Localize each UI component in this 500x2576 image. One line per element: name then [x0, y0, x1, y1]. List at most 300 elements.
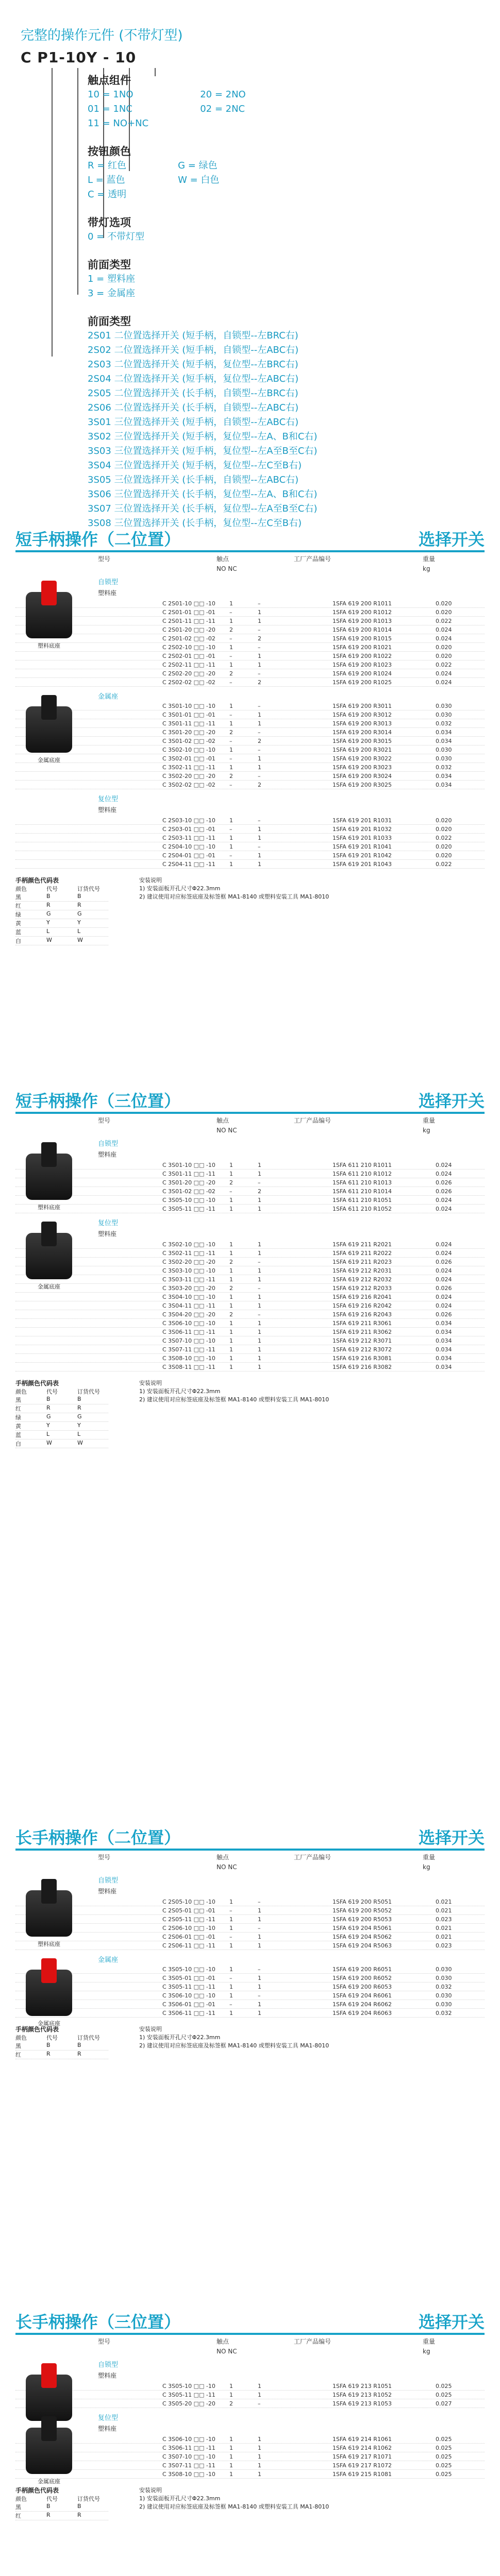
no-count: –: [229, 635, 232, 642]
color-cell: 黄: [15, 1423, 21, 1430]
factory-code: 1SFA 611 210 R1013: [332, 1179, 392, 1186]
factory-code: 1SFA 619 211 R3061: [332, 1319, 392, 1327]
no-count: 1: [229, 1354, 233, 1362]
order-code: C 3S01-10 □□ -10: [162, 702, 215, 709]
section-category: 选择开关: [418, 1091, 485, 1111]
order-code: C 3S08-11 □□ -11: [162, 1363, 215, 1370]
nc-count: 1: [258, 720, 261, 727]
col-blank: [294, 565, 423, 572]
nc-count: 1: [258, 652, 261, 659]
table-row: [15, 1354, 485, 1363]
color-col-head: 颜色: [15, 886, 27, 892]
table-row: [15, 1301, 485, 1310]
col-blank: [15, 565, 216, 572]
group-label: 金属座: [98, 693, 119, 701]
column-subheader: [15, 1861, 485, 1871]
nc-count: –: [258, 2400, 261, 2407]
nc-count: 2: [258, 679, 261, 686]
order-code: C 3S05-11 □□ -11: [162, 1983, 215, 1990]
factory-code: 1SFA 619 200 R3015: [332, 737, 392, 744]
color-table-head: [15, 2033, 108, 2042]
color-cell: Y: [77, 1422, 81, 1429]
weight: 0.034: [436, 1363, 452, 1370]
order-code: C 2S03-01 □□ -01: [162, 825, 215, 833]
order-code: C 3S08-10 □□ -10: [162, 2470, 215, 2478]
no-count: 2: [229, 2400, 233, 2407]
order-code: C 3S01-11 □□ -11: [162, 1170, 215, 1177]
no-count: 1: [229, 2009, 233, 2016]
notes-title: 安装说明: [139, 2026, 162, 2032]
color-cell: B: [77, 893, 81, 900]
color-cell: 蓝: [15, 1432, 21, 1438]
section-header: [15, 2308, 485, 2335]
note-line: 1) 安装面板开孔尺寸Φ22.3mm: [139, 2495, 221, 2502]
col-code: 型号: [98, 2338, 111, 2345]
factory-code: 1SFA 619 200 R3013: [332, 720, 392, 727]
nc-count: 1: [258, 1933, 261, 1940]
nc-count: 1: [258, 1942, 261, 1949]
factory-code: 1SFA 619 200 R1021: [332, 643, 392, 651]
factory-code: 1SFA 619 213 R1051: [332, 2382, 392, 2389]
weight: 0.034: [436, 737, 452, 744]
order-code: C 3S06-01 □□ -01: [162, 2001, 215, 2008]
group-label: 自锁型: [98, 579, 119, 586]
color-col-head: 代号: [46, 1388, 58, 1395]
table-row: [15, 702, 485, 710]
section-title: 短手柄操作（二位置）: [15, 530, 181, 549]
weight: 0.021: [436, 1933, 452, 1940]
no-count: 1: [229, 843, 233, 850]
color-row: [15, 937, 108, 945]
factory-code: 1SFA 619 215 R1081: [332, 2470, 392, 2478]
no-count: 1: [229, 2435, 233, 2443]
weight: 0.032: [436, 720, 452, 727]
weight: 0.032: [436, 2009, 452, 2016]
knob-handle: [41, 695, 57, 720]
col-blank: [294, 2348, 423, 2355]
color-cell: L: [46, 928, 50, 935]
no-count: 1: [229, 702, 233, 709]
color-cell: B: [77, 2503, 81, 2510]
no-count: 1: [229, 1346, 233, 1353]
color-option: C = 透明: [88, 189, 127, 200]
order-code: C 2S02-02 □□ -02: [162, 679, 215, 686]
table-row: [15, 669, 485, 678]
color-table-title: 手柄颜色代码表: [15, 2026, 59, 2033]
product-section: [15, 1087, 485, 1448]
group-label: 自锁型: [98, 1140, 119, 1148]
weight: 0.030: [436, 711, 452, 718]
factory-code: 1SFA 619 204 R6061: [332, 1992, 392, 1999]
order-code: C 3S01-02 □□ -02: [162, 1188, 215, 1195]
nc-count: –: [258, 728, 261, 736]
order-code: C 3S02-11 □□ -11: [162, 1249, 215, 1257]
table-row: [15, 1991, 485, 2000]
color-cell: 红: [15, 2052, 21, 2058]
nc-count: 1: [258, 755, 261, 762]
color-row: [15, 910, 108, 919]
col-weight: 重量: [423, 2338, 436, 2345]
factory-code: 1SFA 619 217 R1071: [332, 2453, 392, 2460]
factory-code: 1SFA 619 216 R3082: [332, 1363, 392, 1370]
product-group: [15, 1954, 485, 2027]
note-line: 1) 安装面板开孔尺寸Φ22.3mm: [139, 1388, 221, 1395]
section-header: [15, 526, 485, 552]
table-row: [15, 1924, 485, 1933]
factory-code: 1SFA 619 213 R1052: [332, 2391, 392, 2398]
group-label: 自锁型: [98, 1877, 119, 1885]
factory-code: 1SFA 619 211 R2021: [332, 1241, 392, 1248]
table-row: [15, 719, 485, 728]
col-blank: [294, 1127, 423, 1134]
product-group: [15, 2412, 485, 2485]
product-group: [15, 1217, 485, 1371]
color-cell: W: [46, 937, 52, 943]
nc-count: 1: [258, 2453, 261, 2460]
product-image: [15, 2428, 82, 2485]
weight: 0.025: [436, 2444, 452, 2451]
color-cell: W: [46, 1439, 52, 1446]
group-sublabel: 塑料座: [98, 806, 117, 814]
weight: 0.024: [436, 1241, 452, 1248]
nc-count: 2: [258, 1188, 261, 1195]
no-count: 1: [229, 860, 233, 868]
group-label: 复位型: [98, 1219, 119, 1227]
order-code: C 2S06-11 □□ -11: [162, 1942, 215, 1949]
weight: 0.021: [436, 1924, 452, 1931]
factory-code: 1SFA 619 200 R1015: [332, 635, 392, 642]
image-caption: 金属底座: [38, 1283, 60, 1290]
tree-color-label: 按钮颜色: [88, 145, 131, 158]
panel-option: 1 = 塑料座: [88, 274, 135, 284]
pusher-option: 2S02 二位置选择开关 (短手柄，自锁型--左ABC右): [88, 345, 299, 355]
order-code: C 2S04-01 □□ -01: [162, 852, 215, 859]
weight: 0.020: [436, 600, 452, 607]
nc-count: –: [258, 1258, 261, 1265]
no-count: 1: [229, 746, 233, 753]
table-row: [15, 599, 485, 608]
table-row: [15, 1275, 485, 1284]
order-code: C 3S02-02 □□ -02: [162, 781, 215, 788]
weight: 0.020: [436, 608, 452, 616]
note-line: 2) 建议使用对应标签底座及标签框 MA1-8140 或塑料安装工具 MA1-8010: [139, 893, 329, 900]
weight: 0.024: [436, 1276, 452, 1283]
no-count: 1: [229, 1170, 233, 1177]
code-tree: [88, 72, 366, 543]
table-row: [15, 1161, 485, 1170]
col-no-nc: NO NC: [216, 565, 237, 572]
factory-code: 1SFA 611 210 R1011: [332, 1161, 392, 1168]
selector-knob-icon: [26, 1233, 72, 1279]
color-cell: 白: [15, 938, 21, 944]
order-code: C 3S06-10 □□ -10: [162, 1319, 215, 1327]
no-count: –: [229, 1188, 232, 1195]
no-count: 1: [229, 1942, 233, 1949]
table-row: [15, 1170, 485, 1178]
order-code: C 2S04-11 □□ -11: [162, 860, 215, 868]
col-contacts: 触点: [216, 1117, 229, 1124]
order-code: C 3S08-10 □□ -10: [162, 1354, 215, 1362]
nc-count: –: [258, 702, 261, 709]
order-code: C 2S06-10 □□ -10: [162, 1924, 215, 1931]
product-group: [15, 1138, 485, 1213]
weight: 0.025: [436, 2391, 452, 2398]
weight: 0.025: [436, 2453, 452, 2460]
nc-count: –: [258, 600, 261, 607]
no-count: 2: [229, 1284, 233, 1292]
factory-code: 1SFA 619 200 R1024: [332, 670, 392, 677]
factory-code: 1SFA 619 200 R3012: [332, 711, 392, 718]
note-line: 1) 安装面板开孔尺寸Φ22.3mm: [139, 885, 221, 892]
table-row: [15, 1293, 485, 1301]
factory-code: 1SFA 619 212 R3071: [332, 1337, 392, 1344]
order-code: C 2S01-20 □□ -20: [162, 626, 215, 633]
color-cell: Y: [46, 919, 50, 926]
factory-code: 1SFA 619 201 R1033: [332, 834, 392, 841]
weight: 0.034: [436, 1328, 452, 1335]
table-row: [15, 728, 485, 737]
factory-code: 1SFA 619 201 R1041: [332, 843, 392, 850]
table-row: [15, 1336, 485, 1345]
color-cell: Y: [46, 1422, 50, 1429]
image-caption: 塑料底座: [38, 1204, 60, 1211]
tree-contact-label: 触点组件: [88, 74, 131, 87]
order-code: C 2S05-01 □□ -01: [162, 1907, 215, 1914]
table-row: [15, 772, 485, 781]
color-cell: 白: [15, 1440, 21, 1447]
weight: 0.025: [436, 2462, 452, 2469]
weight: 0.024: [436, 1205, 452, 1212]
order-code: C 3S02-10 □□ -10: [162, 746, 215, 753]
color-cell: W: [77, 1439, 83, 1446]
color-cell: B: [46, 1396, 51, 1402]
nc-count: 1: [258, 1276, 261, 1283]
nc-count: 1: [258, 834, 261, 841]
no-count: –: [229, 2001, 232, 2008]
color-cell: 黄: [15, 920, 21, 927]
color-table-title: 手柄颜色代码表: [15, 1380, 59, 1387]
tree-contact: [88, 72, 366, 131]
nc-count: 1: [258, 1293, 261, 1300]
color-row: [15, 2042, 108, 2050]
group-sublabel: 塑料座: [98, 1230, 117, 1238]
weight: 0.025: [436, 2470, 452, 2478]
factory-code: 1SFA 619 211 R3062: [332, 1328, 392, 1335]
section-header: [15, 1824, 485, 1851]
col-weight: 重量: [423, 555, 436, 563]
color-cell: 红: [15, 903, 21, 909]
table-row: [15, 625, 485, 634]
weight: 0.020: [436, 643, 452, 651]
nc-count: 1: [258, 1363, 261, 1370]
color-table-title: 手柄颜色代码表: [15, 877, 59, 884]
table-row: [15, 1196, 485, 1205]
no-count: 1: [229, 2462, 233, 2469]
factory-code: 1SFA 619 200 R1013: [332, 617, 392, 624]
weight: 0.034: [436, 1346, 452, 1353]
column-subheader: [15, 1125, 485, 1134]
factory-code: 1SFA 619 200 R1023: [332, 661, 392, 668]
pusher-option: 2S05 二位置选择开关 (长手柄，自锁型--左BRC右): [88, 388, 298, 399]
weight: 0.030: [436, 2001, 452, 2008]
color-cell: R: [77, 2050, 81, 2057]
ordering-code: C P1-10Y - 10: [21, 49, 137, 66]
column-header: [15, 1114, 485, 1125]
knob-handle: [41, 2363, 57, 2388]
col-ref: 工厂产品编号: [294, 2338, 331, 2345]
product-group: [15, 793, 485, 869]
factory-code: 1SFA 619 214 R1062: [332, 2444, 392, 2451]
color-cell: L: [46, 1431, 50, 1437]
install-notes: [139, 2025, 329, 2059]
order-code: C 3S05-10 □□ -10: [162, 1196, 215, 1204]
nc-count: –: [258, 1965, 261, 1973]
section-title: 长手柄操作（三位置）: [15, 2312, 181, 2332]
order-code: C 3S01-11 □□ -11: [162, 720, 215, 727]
color-cell: 红: [15, 2513, 21, 2519]
color-col-head: 代号: [46, 2035, 58, 2041]
factory-code: 1SFA 619 200 R3022: [332, 755, 392, 762]
col-no-nc: NO NC: [216, 2348, 237, 2355]
factory-code: 1SFA 619 201 R1042: [332, 852, 392, 859]
col-contacts: 触点: [216, 1854, 229, 1861]
factory-code: 1SFA 619 211 R2023: [332, 1258, 392, 1265]
col-unit: kg: [423, 2348, 430, 2355]
nc-count: 1: [258, 1319, 261, 1327]
order-code: C 2S02-20 □□ -20: [162, 670, 215, 677]
color-col-head: 颜色: [15, 1388, 27, 1395]
table-row: [15, 1363, 485, 1371]
tree-connector: [77, 68, 78, 295]
no-count: 2: [229, 1258, 233, 1265]
weight: 0.027: [436, 2400, 452, 2407]
color-row: [15, 2512, 108, 2520]
nc-count: 1: [258, 1346, 261, 1353]
no-count: 1: [229, 1924, 233, 1931]
color-cell: R: [46, 902, 51, 908]
nc-count: –: [258, 843, 261, 850]
install-notes: [139, 2486, 329, 2520]
color-cell: R: [77, 902, 81, 908]
weight: 0.024: [436, 626, 452, 633]
color-cell: 绿: [15, 911, 21, 918]
nc-count: –: [258, 1898, 261, 1905]
color-cell: G: [77, 910, 82, 917]
contact-option: 20 = 2NO: [200, 89, 246, 100]
tree-panel-label: 前面类型: [88, 259, 131, 271]
no-count: 1: [229, 2453, 233, 2460]
nc-count: –: [258, 1179, 261, 1186]
install-notes: [139, 876, 329, 945]
color-table-head: [15, 1387, 108, 1396]
weight: 0.030: [436, 755, 452, 762]
column-header: [15, 2335, 485, 2346]
order-code: C 2S06-01 □□ -01: [162, 1933, 215, 1940]
column-header: [15, 1851, 485, 1861]
no-count: 2: [229, 626, 233, 633]
color-col-head: 代号: [46, 2496, 58, 2502]
no-count: 1: [229, 1267, 233, 1274]
color-cell: L: [77, 1431, 81, 1437]
color-col-head: 订货代号: [77, 2035, 100, 2041]
weight: 0.024: [436, 1249, 452, 1257]
col-no-nc: NO NC: [216, 1127, 237, 1134]
weight: 0.020: [436, 817, 452, 824]
order-code: C 3S03-20 □□ -20: [162, 1284, 215, 1292]
pusher-option: 2S01 二位置选择开关 (短手柄，自锁型--左BRC右): [88, 330, 298, 341]
order-code: C 3S02-20 □□ -20: [162, 772, 215, 779]
no-count: 1: [229, 661, 233, 668]
nc-count: 1: [258, 1354, 261, 1362]
no-count: 2: [229, 728, 233, 736]
color-row: [15, 919, 108, 928]
weight: 0.024: [436, 1170, 452, 1177]
table-row: [15, 1941, 485, 1950]
nc-count: 1: [258, 608, 261, 616]
order-code: C 2S05-11 □□ -11: [162, 1916, 215, 1923]
order-code: C 3S01-02 □□ -02: [162, 737, 215, 744]
section-category: 选择开关: [418, 2312, 485, 2332]
nc-count: 2: [258, 781, 261, 788]
pusher-option: 2S04 二位置选择开关 (短手柄，复位型--左ABC右): [88, 374, 299, 384]
color-table-head: [15, 885, 108, 893]
factory-code: 1SFA 619 200 R6053: [332, 1983, 392, 1990]
product-group: [15, 1875, 485, 1950]
nc-count: 1: [258, 2001, 261, 2008]
nc-count: –: [258, 772, 261, 779]
weight: 0.034: [436, 1319, 452, 1327]
order-code: C 3S02-11 □□ -11: [162, 764, 215, 771]
note-line: 1) 安装面板开孔尺寸Φ22.3mm: [139, 2034, 221, 2041]
table-row: [15, 1915, 485, 1924]
nc-count: 1: [258, 1161, 261, 1168]
color-option: L = 蓝色: [88, 175, 125, 185]
weight: 0.026: [436, 1284, 452, 1292]
table-row: [15, 860, 485, 869]
table-row: [15, 1205, 485, 1213]
order-code: C 3S06-10 □□ -10: [162, 1992, 215, 1999]
weight: 0.025: [436, 2382, 452, 2389]
group-sublabel: 塑料座: [98, 2425, 117, 2432]
weight: 0.026: [436, 1311, 452, 1318]
product-table: [15, 1875, 485, 2027]
order-code: C 2S04-10 □□ -10: [162, 843, 215, 850]
nc-count: 1: [258, 2444, 261, 2451]
group-sublabel: 塑料座: [98, 2372, 117, 2379]
no-count: 1: [229, 2391, 233, 2398]
table-row: [15, 643, 485, 652]
order-code: C 3S07-11 □□ -11: [162, 1346, 215, 1353]
group-sublabel: 塑料座: [98, 1888, 117, 1895]
color-row: [15, 1396, 108, 1404]
no-count: 1: [229, 643, 233, 651]
no-count: 1: [229, 1983, 233, 1990]
order-code: C 3S04-10 □□ -10: [162, 1293, 215, 1300]
order-code: C 3S05-11 □□ -11: [162, 2391, 215, 2398]
nc-count: 1: [258, 617, 261, 624]
color-row: [15, 893, 108, 902]
table-row: [15, 1328, 485, 1336]
col-blank: [15, 1127, 216, 1134]
knob-handle: [41, 2416, 57, 2441]
weight: 0.020: [436, 825, 452, 833]
factory-code: 1SFA 611 210 R1052: [332, 1205, 392, 1212]
nc-count: 2: [258, 737, 261, 744]
no-count: 1: [229, 1249, 233, 1257]
product-group: [15, 2359, 485, 2408]
order-code: C 3S02-01 □□ -01: [162, 755, 215, 762]
factory-code: 1SFA 619 200 R3025: [332, 781, 392, 788]
